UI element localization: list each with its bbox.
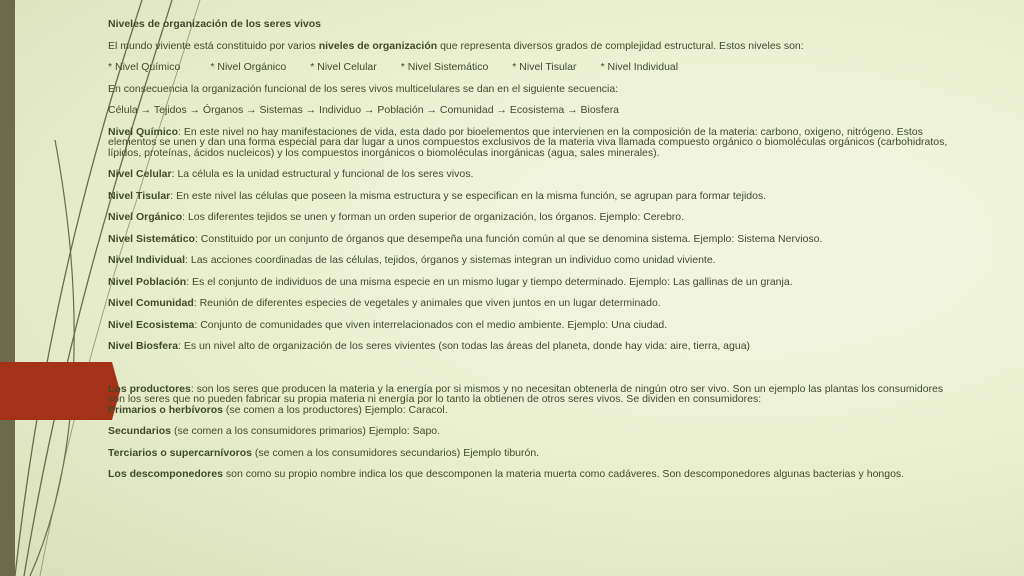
definition-text: : En este nivel no hay manifestaciones de vida, esta dado por bioelementos que intervienen en la composición de la materia: carbono, oxigeno, nitrógeno. Estos elementos se unen y dan una forma especial para dar lugar a unos compuestos exclusivos de la materia viva llamada compuesto orgánico o biomoléculas orgánicos (carbohidratos, lípidos, proteínas, ácidos nucleicos) y los compuestos inorgánicos o biomoléculas inorgánicas (agua, sales minerales). xyxy=(108,125,948,159)
intro-text-1: El mundo viviente está constituido por varios xyxy=(108,39,319,52)
definition-text: : Es un nivel alto de organización de los seres vivientes (son todas las áreas del planeta, donde hay vida: aire, tierra, agua) xyxy=(178,340,751,352)
producers-text: : son los seres que producen la materia y la energía por si mismos y no necesitan obtenerla de ningún otro ser vivo. Son un ejemplo las plantas los consumidores son los seres que no pueden fabricar su propia materia ni energía por lo tanto la obtienen de otros seres vivos. Se dividen en consumidores: xyxy=(108,382,944,405)
decomposers-text: son como su propio nombre indica los que descomponen la materia muerta como cadáveres. Son descomponedores algunas bacterias y hongos. xyxy=(222,468,905,480)
definition-term: Nivel Químico xyxy=(108,125,179,138)
secondary-consumers xyxy=(108,426,963,437)
level-item: * Nivel Sistemático xyxy=(400,61,489,73)
definition-term: Nivel Orgánico xyxy=(108,211,183,223)
definition-tisular xyxy=(108,191,963,202)
intro-paragraph xyxy=(108,41,963,52)
producers-term: Los productores xyxy=(108,382,191,395)
definition-term: Nivel Individual xyxy=(108,254,186,266)
definition-text: : Constituido por un conjunto de órganos que desempeña una función común al que se denomina sistema. Ejemplo: Sistema Nervioso. xyxy=(194,232,823,245)
tertiary-term: Terciarios o supercarnívoros xyxy=(108,446,252,459)
definition-text: : Es el conjunto de individuos de una misma especie en un mismo lugar y tiempo determinado. Ejemplo: Las gallinas de un granja. xyxy=(186,275,793,288)
level-item: * Nivel Individual xyxy=(600,61,679,73)
intro-text-2: que representa diversos grados de complejidad estructural. Estos niveles son: xyxy=(437,39,804,52)
definition-sistematico xyxy=(108,234,963,245)
definition-text: : Reunión de diferentes especies de vegetales y animales que viven juntos en un lugar determinado. xyxy=(193,297,661,309)
definition-comunidad xyxy=(108,298,963,309)
definition-text: : Conjunto de comunidades que viven interrelacionados con el medio ambiente. Ejemplo: Una ciudad. xyxy=(194,318,668,331)
definition-ecosistema xyxy=(108,320,963,331)
primary-text: (se comen a los productores) Ejemplo: Caracol. xyxy=(222,403,448,416)
definition-term: Nivel Comunidad xyxy=(108,297,194,309)
intro-bold: niveles de organización xyxy=(318,39,438,52)
levels-list xyxy=(108,62,963,73)
definition-organico xyxy=(108,212,963,223)
definition-individual xyxy=(108,255,963,266)
definition-text: : En este nivel las células que poseen la misma estructura y se especifican en la misma función, se agrupan para formar tejidos. xyxy=(170,189,767,202)
slide-title: Niveles de organización de los seres vivos xyxy=(108,18,322,30)
tertiary-text: (se comen a los consumidores secundarios) Ejemplo tiburón. xyxy=(251,446,540,459)
red-arrow-tab xyxy=(0,362,120,420)
slide-content xyxy=(108,19,963,480)
level-item: * Nivel Químico xyxy=(108,61,181,73)
definition-term: Nivel Tisular xyxy=(108,189,171,202)
definition-term: Nivel Población xyxy=(108,275,187,288)
primary-consumers xyxy=(108,405,963,416)
definition-text: : Las acciones coordinadas de las células, tejidos, órganos y sistemas integran un individuo como unidad viviente. xyxy=(185,254,716,266)
producers-paragraph xyxy=(108,384,963,405)
secondary-text: (se comen a los consumidores primarios) Ejemplo: Sapo. xyxy=(171,425,441,437)
level-item: * Nivel Celular xyxy=(310,61,377,73)
sequence: Célula → Tejidos → Órganos → Sistemas → Individuo → Población → Comunidad → Ecosistema → Biosfera xyxy=(108,104,620,116)
definition-term: Nivel Ecosistema xyxy=(108,318,195,331)
definition-quimico xyxy=(108,127,963,159)
definition-term: Nivel Celular xyxy=(108,168,172,180)
definition-poblacion xyxy=(108,277,963,288)
decomposers-term: Los descomponedores xyxy=(108,468,223,480)
sequence-intro: En consecuencia la organización funcional de los seres vivos multicelulares se dan en el siguiente secuencia: xyxy=(108,82,619,95)
decomposers-paragraph xyxy=(108,469,963,480)
level-item: * Nivel Tisular xyxy=(512,61,577,73)
tertiary-consumers xyxy=(108,448,963,459)
primary-term: Primarios o herbívoros xyxy=(108,403,223,416)
definition-term: Nivel Biosfera xyxy=(108,340,179,352)
definition-term: Nivel Sistemático xyxy=(108,232,195,245)
secondary-term: Secundarios xyxy=(108,425,172,437)
definition-text: : La célula es la unidad estructural y funcional de los seres vivos. xyxy=(171,168,474,180)
definition-text: : Los diferentes tejidos se unen y forman un orden superior de organización, los órganos. Ejemplo: Cerebro. xyxy=(182,211,685,223)
level-item: * Nivel Orgánico xyxy=(210,61,287,73)
definition-biosfera xyxy=(108,341,963,352)
definition-celular xyxy=(108,169,963,180)
